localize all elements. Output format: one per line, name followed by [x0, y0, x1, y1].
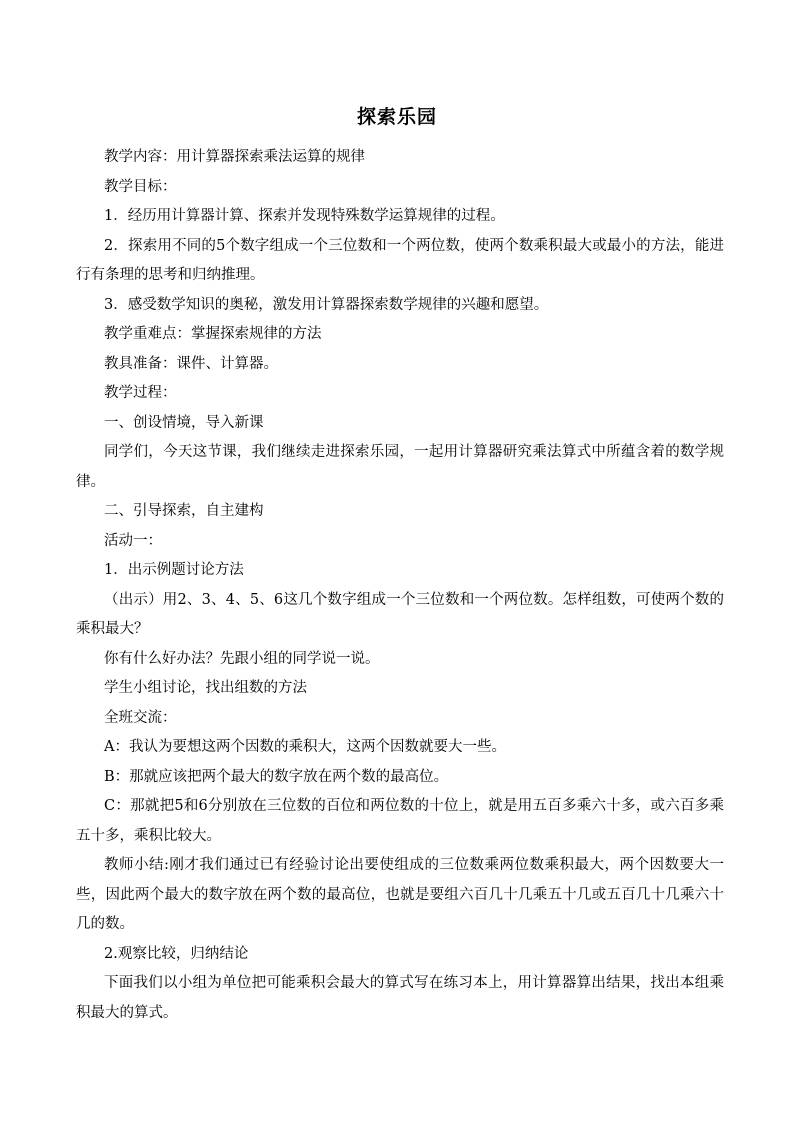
paragraph-class-exchange: 全班交流： [104, 709, 177, 726]
paragraph-step-1: 1．出示例题讨论方法 [104, 562, 244, 578]
paragraph-step-2: 2.观察比较，归纳结论 [104, 945, 249, 962]
document-title: 探索乐园 [356, 106, 437, 128]
paragraph-group-task: 下面我们以小组为单位把可能乘积会最大的算式写在练习本上，用计算器算出结果，找出本组乘积最大的算式。 [76, 975, 724, 1021]
document-body [76, 143, 724, 1028]
paragraph-answer-c: C：那就把5和6分别放在三位数的百位和两位数的十位上，就是用五百多乘六十多，或六百多乘五十多，乘积比较大。 [76, 798, 724, 844]
paragraph-goal-2: 2．探索用不同的5个数字组成一个三位数和一个两位数，使两个数乘积最大或最小的方法，能进行有条理的思考和归纳推理。 [76, 237, 724, 283]
paragraph-goal-1: 1．经历用计算器计算、探索并发现特殊数学运算规律的过程。 [104, 208, 505, 224]
paragraph-answer-a: A：我认为要想这两个因数的乘积大，这两个因数就要大一些。 [104, 739, 506, 755]
paragraph-answer-b: B：那就应该把两个最大的数字放在两个数的最高位。 [104, 768, 449, 785]
paragraph-goal-3: 3．感受数学知识的奥秘，激发用计算器探索数学规律的兴趣和愿望。 [104, 296, 549, 313]
paragraph-teaching-goals-heading: 教学目标： [104, 178, 177, 195]
paragraph-teaching-aids: 教具准备：课件、计算器。 [104, 355, 278, 372]
paragraph-process-heading: 教学过程： [104, 385, 177, 401]
paragraph-teacher-summary: 教师小结:刚才我们通过已有经验讨论出要使组成的三位数乘两位数乘积最大，两个因数要大一些，因此两个最大的数字放在两个数的最高位，也就是要组六百几十几乘五十几或五百几十几乘六十几的数。 [76, 857, 724, 932]
paragraph-example: （出示）用2、3、4、5、6这几个数字组成一个三位数和一个两位数。怎样组数，可使两个数的乘积最大？ [76, 591, 724, 637]
paragraph-group-discussion: 学生小组讨论，找出组数的方法 [104, 680, 307, 696]
paragraph-section-2-heading: 二、引导探索，自主建构 [104, 503, 264, 519]
paragraph-key-points: 教学重难点：掌握探索规律的方法 [104, 326, 322, 342]
paragraph-section-1-heading: 一、创设情境，导入新课 [104, 414, 264, 431]
paragraph-question: 你有什么好办法？先跟小组的同学说一说。 [104, 650, 380, 667]
paragraph-intro: 同学们，今天这节课，我们继续走进探索乐园，一起用计算器研究乘法算式中所蕴含着的数学规律。 [76, 444, 724, 490]
paragraph-activity-1: 活动一： [104, 532, 162, 549]
paragraph-teaching-content: 教学内容：用计算器探索乘法运算的规律 [104, 149, 365, 165]
